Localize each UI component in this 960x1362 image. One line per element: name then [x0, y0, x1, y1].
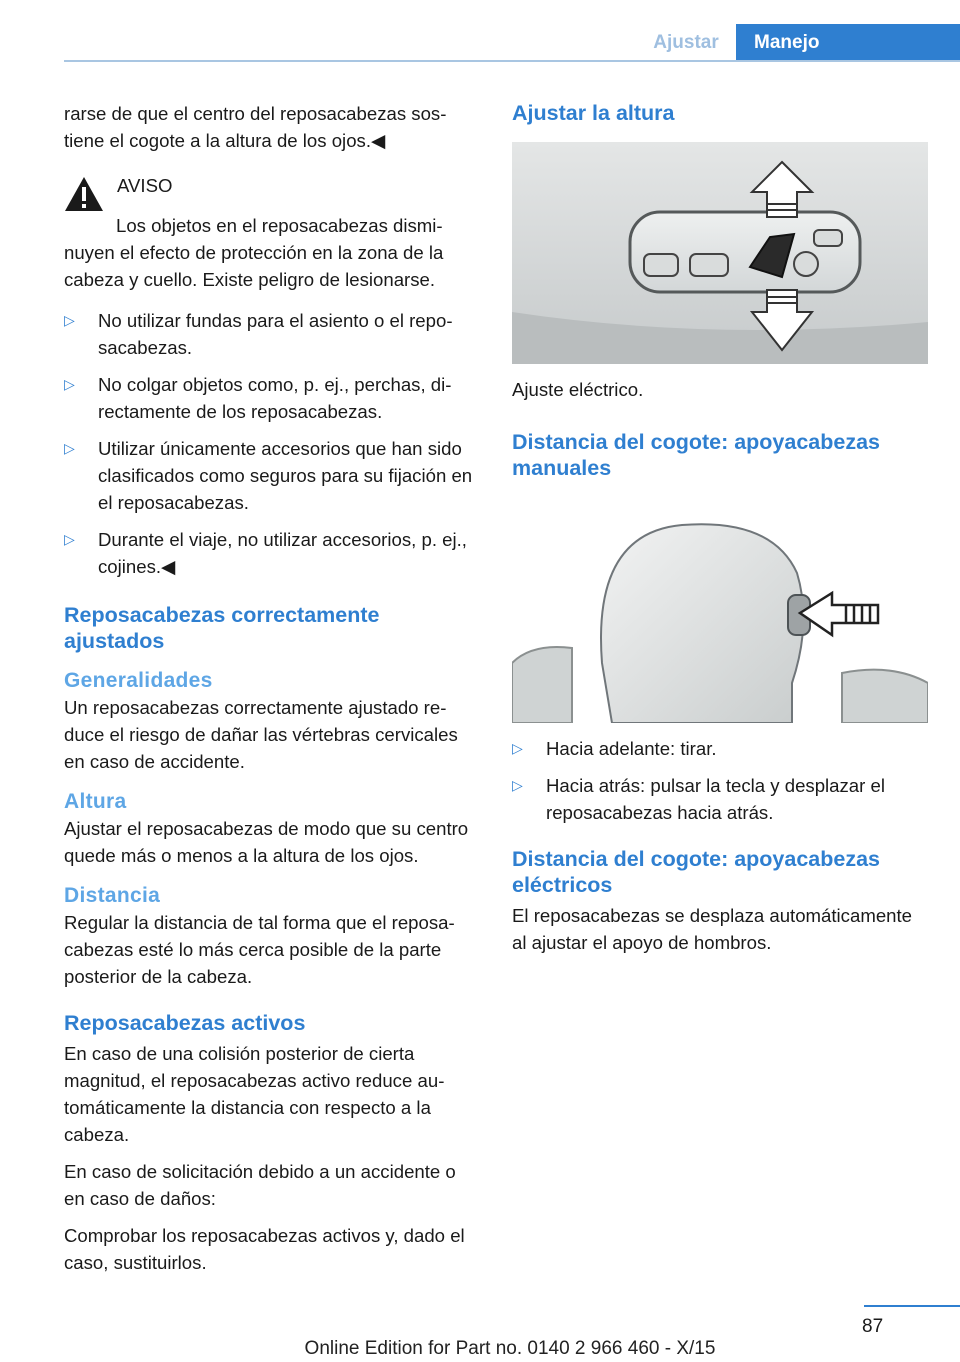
footer-edition: Online Edition for Part no. 0140 2 966 460 - X/15	[304, 1338, 716, 1359]
seat-controls-illustration	[512, 142, 928, 364]
active-headrests-text-1: En caso de una colisión posterior de cierta magnitud, el reposacabezas activo reduce automáticamente la distancia con respecto a la cabeza.	[64, 1043, 445, 1145]
electric-headrests-text: El reposacabezas se desplaza automáticamente al ajustar el apoyo de hombros.	[512, 905, 913, 953]
intro-text: rarse de que el centro del reposacabezas sostiene el cogote a la altura de los ojos.◀	[64, 103, 447, 151]
section-title-active-headrests: Reposacabezas activos	[64, 1011, 306, 1035]
seat-controls-image	[512, 142, 928, 364]
subsection-text-distance: Regular la distancia de tal forma que el reposacabezas esté lo más cerca posible de la parte posterior de la cabeza.	[64, 912, 455, 987]
list-item: ▷ Durante el viaje, no utilizar accesorios, p. ej., cojines.◀	[64, 526, 478, 580]
page-number: 87	[862, 1316, 884, 1337]
right-column	[512, 100, 928, 956]
list-item: ▷ No utilizar fundas para el asiento o el reposacabezas.	[64, 307, 478, 361]
subsection-title-height: Altura	[64, 790, 127, 813]
warning-title: AVISO	[117, 175, 173, 196]
header-tab-manejo[interactable]: Manejo	[736, 24, 960, 62]
manual-bullet-list	[512, 735, 928, 826]
subsection-text-height: Ajustar el reposacabezas de modo que su centro quede más o menos a la altura de los ojos.	[64, 818, 469, 866]
headrest-illustration	[512, 513, 928, 723]
subsection-text-general: Un reposacabezas correctamente ajustado reduce el riesgo de dañar las vértebras cervicales en caso de accidente.	[64, 697, 458, 772]
triangle-bullet-icon: ▷	[64, 531, 75, 547]
subsection-title-distance: Distancia	[64, 884, 161, 907]
list-item: ▷ Hacia atrás: pulsar la tecla y desplazar el reposacabezas hacia atrás.	[512, 772, 928, 826]
headrest-image	[512, 513, 928, 723]
height-caption: Ajuste eléctrico.	[512, 379, 644, 400]
left-column	[64, 100, 478, 1286]
warning-block	[64, 172, 478, 212]
list-item: ▷ Utilizar únicamente accesorios que han sido clasificados como seguros para su fijación en el reposacabezas.	[64, 435, 478, 516]
triangle-bullet-icon: ▷	[512, 740, 523, 756]
section-title-correct-headrests: Reposacabezas correctamente ajustados	[64, 603, 380, 653]
list-item: ▷ No colgar objetos como, p. ej., perchas, directamente de los reposacabezas.	[64, 371, 478, 425]
section-title-manual-headrests: Distancia del cogote: apoyacabezas manuales	[512, 430, 881, 480]
section-title-adjust-height: Ajustar la altura	[512, 101, 675, 125]
footer-rule	[864, 1305, 960, 1307]
triangle-bullet-icon: ▷	[512, 777, 523, 793]
header-tab-ajustar[interactable]: Ajustar	[653, 32, 719, 53]
warning-triangle-icon	[64, 176, 104, 212]
triangle-bullet-icon: ▷	[64, 440, 75, 456]
triangle-bullet-icon: ▷	[64, 312, 75, 328]
active-headrests-text-2: En caso de solicitación debido a un accidente o en caso de daños:	[64, 1161, 456, 1209]
active-headrests-text-3: Comprobar los reposacabezas activos y, dado el caso, sustituirlos.	[64, 1225, 465, 1273]
subsection-title-general: Generalidades	[64, 669, 213, 692]
triangle-bullet-icon: ▷	[64, 376, 75, 392]
warning-text: Los objetos en el reposacabezas disminuyen el efecto de protección en la zona de la cabeza y cuello. Existe peligro de lesionarse.	[64, 215, 444, 290]
section-title-electric-headrests: Distancia del cogote: apoyacabezas eléctricos	[512, 847, 881, 897]
list-item: ▷ Hacia adelante: tirar.	[512, 735, 928, 762]
header-rule	[64, 60, 960, 62]
warning-bullet-list	[64, 307, 478, 580]
